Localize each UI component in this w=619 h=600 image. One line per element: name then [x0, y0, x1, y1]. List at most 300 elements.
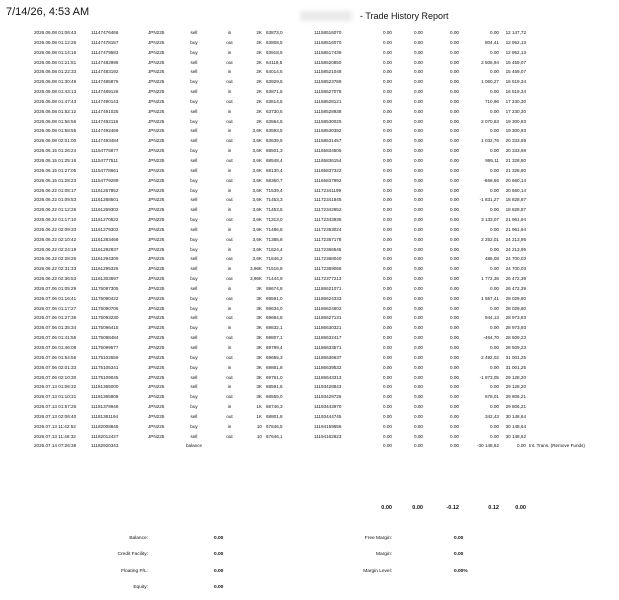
- type-cell: buy: [190, 305, 198, 311]
- type-cell: sell: [190, 266, 198, 272]
- table-row: [0, 58, 619, 68]
- direction-cell: out: [226, 98, 233, 104]
- balance-label: Balance:: [129, 536, 148, 541]
- symbol-cell: JPN225: [148, 374, 165, 380]
- balance-cell: 20 333,69: [505, 148, 526, 154]
- report-title: - Trade History Report: [360, 11, 449, 21]
- type-cell: buy: [190, 423, 198, 429]
- commission-cell: 0.00: [383, 177, 392, 183]
- commission-cell: 0.00: [383, 69, 392, 75]
- fee-cell: 0.00: [414, 157, 423, 163]
- balance-cell: 18 828,87: [505, 207, 526, 213]
- commission-cell: 0.00: [383, 354, 392, 360]
- direction-cell: in: [227, 167, 232, 173]
- table-row: [0, 38, 619, 48]
- direction-cell: out: [226, 236, 233, 242]
- symbol-cell: JPN225: [148, 187, 165, 193]
- deal-cell: 11147492466: [91, 128, 119, 134]
- balance-cell: 31 001,25: [505, 354, 526, 360]
- order-cell: 11158531457: [314, 138, 342, 144]
- deal-cell: 11175096415: [91, 325, 119, 331]
- deal-cell: 11181365808: [91, 394, 119, 400]
- commission-cell: 0.00: [383, 433, 392, 439]
- profit-cell: -30 148,62: [477, 443, 499, 449]
- deal-cell: 11147476466: [91, 30, 119, 35]
- balance-cell: 20 333,69: [505, 138, 526, 144]
- fee-cell: 0.00: [414, 285, 423, 291]
- comment-cell: Int. Trans. (Remove Funds): [529, 443, 585, 449]
- balance-cell: 12 952,13: [505, 49, 526, 55]
- direction-cell: out: [226, 394, 233, 400]
- type-cell: buy: [190, 187, 198, 193]
- profit-cell: 0.00: [490, 89, 499, 95]
- fee-cell: 0.00: [414, 89, 423, 95]
- table-row: [0, 126, 619, 136]
- order-cell: 11186636637: [314, 354, 342, 360]
- commission-cell: 0.00: [383, 295, 392, 301]
- symbol-cell: JPN225: [148, 364, 165, 370]
- order-cell: 11172343935: [314, 217, 342, 223]
- type-cell: buy: [190, 364, 198, 370]
- price-cell: 71313,0: [266, 217, 283, 223]
- fee-cell: 0.00: [414, 413, 423, 419]
- deal-cell: 11161295326: [91, 266, 119, 272]
- commission-cell: 0.00: [383, 187, 392, 193]
- commission-cell: 0.00: [383, 30, 392, 35]
- commission-cell: 0.00: [383, 226, 392, 232]
- symbol-cell: JPN225: [148, 325, 165, 331]
- time-cell: 2026.07.13 11:46:32: [34, 433, 76, 439]
- totals-row: [0, 505, 619, 517]
- balance-cell: 31 001,25: [505, 364, 526, 370]
- volume-cell: 1K: [256, 404, 262, 410]
- symbol-cell: JPN225: [148, 345, 165, 350]
- table-row: [0, 294, 619, 304]
- symbol-cell: JPN225: [148, 384, 165, 390]
- profit-cell: 1 032,76: [481, 138, 499, 144]
- volume-cell: 1K: [256, 413, 262, 419]
- table-row: [0, 77, 619, 87]
- table-row: [0, 97, 619, 107]
- direction-cell: out: [226, 197, 233, 203]
- floating-pl-value: 0.00: [214, 569, 224, 574]
- floating-pl-label: Floating P/L:: [121, 569, 148, 574]
- commission-cell: 0.00: [383, 207, 392, 213]
- swap-cell: 0.00: [450, 276, 459, 282]
- time-cell: 2026.06.15 01:26:24: [34, 148, 77, 154]
- type-cell: sell: [190, 433, 198, 439]
- direction-cell: in: [227, 305, 232, 311]
- commission-cell: 0.00: [383, 384, 392, 390]
- balance-cell: 24 700,03: [505, 256, 526, 262]
- symbol-cell: JPN225: [148, 354, 165, 360]
- type-cell: buy: [190, 394, 198, 400]
- fee-cell: 0.00: [414, 276, 423, 282]
- balance-cell: 28 973,93: [505, 325, 526, 331]
- swap-cell: 0.00: [450, 207, 459, 213]
- type-cell: sell: [190, 413, 198, 419]
- symbol-cell: JPN225: [148, 157, 165, 163]
- price-cell: 69789,4: [266, 345, 283, 350]
- time-cell: 2026.07.06 01:27:36: [34, 315, 77, 321]
- order-cell: 11158528121: [314, 98, 342, 104]
- profit-cell: 0.00: [490, 285, 499, 291]
- price-cell: 63918,5: [266, 49, 283, 55]
- order-cell: 11193444745: [314, 413, 342, 419]
- fee-cell: 0.00: [414, 433, 423, 439]
- type-cell: buy: [190, 118, 198, 124]
- deal-cell: 11147490143: [91, 98, 119, 104]
- symbol-cell: JPN225: [148, 30, 165, 35]
- direction-cell: in: [227, 384, 232, 390]
- fee-cell: 0.00: [414, 148, 423, 154]
- deal-cell: 11175098484: [91, 335, 119, 341]
- profit-cell: 0.00: [490, 49, 499, 55]
- symbol-cell: JPN225: [148, 128, 165, 134]
- symbol-cell: JPN225: [148, 108, 165, 114]
- fee-cell: 0.00: [414, 217, 423, 223]
- balance-cell: 28 973,93: [505, 315, 526, 321]
- direction-cell: in: [227, 187, 232, 193]
- balance-cell: 16 519,34: [505, 89, 526, 95]
- direction-cell: in: [227, 246, 232, 252]
- price-cell: 71646,2: [266, 256, 283, 262]
- profit-cell: 2 492,02: [481, 354, 499, 360]
- swap-cell: 0.00: [450, 118, 459, 124]
- profit-cell: 0.00: [490, 187, 499, 193]
- commission-cell: 0.00: [383, 423, 392, 429]
- margin-value: 0.00: [454, 552, 464, 557]
- volume-cell: 2K: [256, 79, 262, 85]
- profit-cell: 2 506,94: [481, 59, 499, 65]
- type-cell: sell: [190, 256, 198, 262]
- balance-cell: 24 213,95: [505, 246, 526, 252]
- direction-cell: in: [227, 226, 232, 232]
- direction-cell: in: [227, 108, 232, 114]
- symbol-cell: JPN225: [148, 305, 165, 311]
- price-cell: 67646,5: [266, 423, 283, 429]
- price-cell: 69861,8: [266, 364, 283, 370]
- time-cell: 2026.07.14 07:26:38: [34, 443, 77, 449]
- profit-cell: 0.00: [490, 167, 499, 173]
- time-cell: 2026.07.06 01:41:55: [34, 335, 77, 341]
- time-cell: 2026.06.08 01:12:26: [34, 39, 77, 45]
- direction-cell: in: [227, 404, 232, 410]
- fee-cell: 0.00: [414, 177, 423, 183]
- order-cell: 11165837322: [314, 167, 342, 173]
- table-row: [0, 146, 619, 156]
- time-cell: 2026.07.06 02:01:33: [34, 364, 77, 370]
- balance-value: 0.00: [214, 536, 224, 541]
- credit-facility-label: Credit Facility:: [117, 552, 148, 557]
- time-cell: 2026.06.15 01:25:16: [34, 157, 77, 163]
- trade-history-table: [0, 28, 619, 451]
- direction-cell: in: [227, 364, 232, 370]
- symbol-cell: JPN225: [148, 98, 165, 104]
- symbol-cell: JPN225: [148, 118, 165, 124]
- balance-cell: 17 230,30: [505, 108, 526, 114]
- commission-cell: 0.00: [383, 443, 392, 449]
- time-cell: 2026.06.15 01:28:23: [34, 177, 77, 183]
- symbol-cell: JPN225: [148, 226, 165, 232]
- swap-cell: 0.00: [450, 226, 459, 232]
- type-cell: buy: [190, 354, 198, 360]
- print-datetime: 7/14/26, 4:53 AM: [6, 6, 90, 18]
- time-cell: 2026.06.08 01:52:12: [34, 108, 77, 114]
- profit-cell: -464,70: [483, 335, 499, 341]
- balance-cell: 28 509,23: [505, 335, 526, 341]
- fee-cell: 0.00: [414, 394, 423, 400]
- balance-cell: 18 828,87: [505, 197, 526, 203]
- symbol-cell: JPN225: [148, 49, 165, 55]
- deal-cell: 11154778661: [91, 167, 119, 173]
- deal-cell: 11154775877: [91, 148, 119, 154]
- balance-cell: 12 147,72: [505, 30, 526, 35]
- price-cell: 69807,1: [266, 335, 283, 341]
- type-cell: sell: [190, 30, 198, 35]
- symbol-cell: JPN225: [148, 276, 165, 282]
- order-cell: 11165836154: [314, 157, 342, 163]
- balance-cell: 28 029,80: [505, 305, 526, 311]
- volume-cell: 3K: [256, 354, 262, 360]
- balance-cell: 24 700,03: [505, 266, 526, 272]
- commission-cell: 0.00: [383, 79, 392, 85]
- order-cell: 11194159656: [314, 423, 342, 429]
- fee-cell: 0.00: [414, 79, 423, 85]
- fee-cell: 0.00: [414, 364, 423, 370]
- order-cell: 11158528938: [314, 108, 342, 114]
- profit-cell: 1 557,41: [481, 295, 499, 301]
- fee-cell: 0.00: [414, 325, 423, 331]
- deal-cell: 11147483192: [91, 69, 119, 75]
- fee-cell: 0.00: [414, 98, 423, 104]
- order-cell: 11193443970: [314, 404, 342, 410]
- price-cell: 68555,0: [266, 394, 283, 400]
- table-row: [0, 87, 619, 97]
- symbol-cell: JPN225: [148, 217, 165, 223]
- total-fee: 0.00: [412, 505, 423, 511]
- volume-cell: 3K: [256, 295, 262, 301]
- profit-cell: 1 060,27: [481, 79, 499, 85]
- table-row: [0, 432, 619, 442]
- volume-cell: 3,6K: [252, 187, 262, 193]
- deal-cell: 11147482995: [91, 59, 119, 65]
- balance-cell: 21 328,80: [505, 167, 526, 173]
- deal-cell: 11175102559: [91, 354, 119, 360]
- symbol-cell: JPN225: [148, 285, 165, 291]
- direction-cell: in: [227, 345, 232, 350]
- table-row: [0, 235, 619, 245]
- fee-cell: 0.00: [414, 49, 423, 55]
- deal-cell: 11161303597: [91, 276, 119, 282]
- balance-cell: 30 148,62: [505, 433, 526, 439]
- deal-cell: 11161279302: [91, 226, 119, 232]
- order-cell: 11172369066: [314, 266, 342, 272]
- table-row: [0, 117, 619, 127]
- profit-cell: 0.00: [490, 266, 499, 272]
- order-cell: 11186621071: [314, 285, 342, 291]
- price-cell: 68130,4: [266, 167, 283, 173]
- type-cell: buy: [190, 217, 198, 223]
- deal-cell: 11161283469: [91, 236, 119, 242]
- time-cell: 2026.06.22 02:28:26: [34, 256, 77, 262]
- type-cell: sell: [190, 59, 198, 65]
- commission-cell: 0.00: [383, 98, 392, 104]
- price-cell: 71385,8: [266, 236, 283, 242]
- time-cell: 2026.07.06 01:46:08: [34, 345, 77, 350]
- type-cell: sell: [190, 335, 198, 341]
- profit-cell: 0.00: [490, 108, 499, 114]
- price-cell: 71486,8: [266, 226, 283, 232]
- symbol-cell: JPN225: [148, 433, 165, 439]
- deal-cell: 11181379946: [91, 404, 119, 410]
- profit-cell: 0.00: [490, 246, 499, 252]
- order-cell: 11194162823: [314, 433, 342, 439]
- time-cell: 2026.06.08 01:43:13: [34, 89, 77, 95]
- type-cell: sell: [190, 69, 198, 75]
- time-cell: 2026.07.06 02:10:30: [34, 374, 77, 380]
- direction-cell: out: [226, 295, 233, 301]
- type-cell: sell: [190, 384, 198, 390]
- volume-cell: 3K: [256, 374, 262, 380]
- fee-cell: 0.00: [414, 30, 423, 35]
- direction-cell: out: [226, 374, 233, 380]
- type-cell: sell: [190, 315, 198, 321]
- balance-cell: 0.00: [517, 443, 526, 449]
- time-cell: 2026.07.06 01:05:29: [34, 285, 77, 291]
- volume-cell: 3,6K: [252, 256, 262, 262]
- balance-cell: 28 029,80: [505, 295, 526, 301]
- profit-cell: 944,13: [484, 315, 499, 321]
- type-cell: buy: [190, 177, 198, 183]
- fee-cell: 0.00: [414, 374, 423, 380]
- commission-cell: 0.00: [383, 138, 392, 144]
- time-cell: 2026.06.22 01:12:26: [34, 207, 77, 213]
- table-row: [0, 412, 619, 422]
- direction-cell: out: [226, 354, 233, 360]
- direction-cell: out: [226, 276, 233, 282]
- direction-cell: in: [227, 69, 232, 75]
- commission-cell: 0.00: [383, 256, 392, 262]
- time-cell: 2026.06.08 01:06:43: [34, 30, 77, 35]
- volume-cell: 2K: [256, 89, 262, 95]
- price-cell: 69655,3: [266, 354, 283, 360]
- type-cell: sell: [190, 226, 198, 232]
- direction-cell: in: [227, 285, 232, 291]
- swap-cell: 0.00: [450, 443, 459, 449]
- volume-cell: 10: [256, 433, 262, 439]
- deal-cell: 11182008845: [91, 423, 119, 429]
- time-cell: 2026.06.22 02:31:33: [34, 266, 77, 272]
- profit-cell: 0.00: [490, 305, 499, 311]
- deal-cell: 11161268501: [91, 197, 119, 203]
- fee-cell: 0.00: [414, 335, 423, 341]
- balance-cell: 21 328,80: [505, 157, 526, 163]
- commission-cell: 0.00: [383, 404, 392, 410]
- symbol-cell: JPN225: [148, 89, 165, 95]
- deal-cell: 11147478157: [91, 39, 119, 45]
- commission-cell: 0.00: [383, 118, 392, 124]
- commission-cell: 0.00: [383, 236, 392, 242]
- commission-cell: 0.00: [383, 39, 392, 45]
- deal-cell: 11147491025: [91, 108, 119, 114]
- volume-cell: 3K: [256, 305, 262, 311]
- table-row: [0, 392, 619, 402]
- order-cell: 11186632417: [314, 335, 342, 341]
- commission-cell: 0.00: [383, 305, 392, 311]
- swap-cell: 0.00: [450, 89, 459, 95]
- order-cell: 11172341199: [314, 187, 342, 193]
- redacted-account-name: [300, 11, 352, 21]
- balance-cell: 28 509,23: [505, 345, 526, 350]
- total-swap: -0.12: [446, 505, 459, 511]
- swap-cell: 0.00: [450, 404, 459, 410]
- type-cell: buy: [190, 295, 198, 301]
- time-cell: 2026.06.08 01:58:55: [34, 128, 77, 134]
- deal-cell: 11175105341: [91, 364, 119, 370]
- price-cell: 67646,1: [266, 433, 283, 439]
- price-cell: 71444,9: [266, 276, 283, 282]
- swap-cell: 0.00: [450, 59, 459, 65]
- swap-cell: 0.00: [450, 266, 459, 272]
- deal-cell: 11147492118: [91, 118, 119, 124]
- table-row: [0, 274, 619, 284]
- volume-cell: 3K: [256, 335, 262, 341]
- fee-cell: 0.00: [414, 345, 423, 350]
- order-cell: 11186624602: [314, 305, 342, 311]
- commission-cell: 0.00: [383, 59, 392, 65]
- symbol-cell: JPN225: [148, 197, 165, 203]
- table-row: [0, 304, 619, 314]
- order-cell: 11186633571: [314, 345, 342, 350]
- profit-cell: 0.00: [490, 423, 499, 429]
- symbol-cell: JPN225: [148, 148, 165, 154]
- symbol-cell: JPN225: [148, 207, 165, 213]
- price-cell: 71453,3: [266, 197, 283, 203]
- price-cell: 69591,0: [266, 295, 283, 301]
- commission-cell: 0.00: [383, 315, 392, 321]
- swap-cell: 0.00: [450, 394, 459, 400]
- swap-cell: 0.00: [450, 305, 459, 311]
- deal-cell: 11147493484: [91, 138, 119, 144]
- volume-cell: 3K: [256, 285, 262, 291]
- time-cell: 2026.07.13 01:10:31: [34, 394, 77, 400]
- profit-cell: 804,41: [484, 39, 499, 45]
- swap-cell: 0.00: [450, 413, 459, 419]
- swap-cell: 0.00: [450, 295, 459, 301]
- deal-cell: 11161292837: [91, 246, 119, 252]
- balance-cell: 20 660,14: [505, 177, 526, 183]
- swap-cell: 0.00: [450, 30, 459, 35]
- commission-cell: 0.00: [383, 335, 392, 341]
- fee-cell: 0.00: [414, 39, 423, 45]
- profit-cell: -1 873,05: [479, 374, 499, 380]
- commission-cell: 0.00: [383, 266, 392, 272]
- swap-cell: 0.00: [450, 236, 459, 242]
- type-cell: sell: [190, 138, 198, 144]
- direction-cell: in: [227, 325, 232, 331]
- profit-cell: 0.00: [490, 226, 499, 232]
- price-cell: 63873,0: [266, 30, 283, 35]
- symbol-cell: JPN225: [148, 266, 165, 272]
- symbol-cell: JPN225: [148, 177, 165, 183]
- time-cell: 2026.07.06 01:17:27: [34, 305, 77, 311]
- type-cell: sell: [190, 197, 198, 203]
- fee-cell: 0.00: [414, 305, 423, 311]
- direction-cell: out: [226, 315, 233, 321]
- swap-cell: 0.00: [450, 325, 459, 331]
- direction-cell: out: [226, 256, 233, 262]
